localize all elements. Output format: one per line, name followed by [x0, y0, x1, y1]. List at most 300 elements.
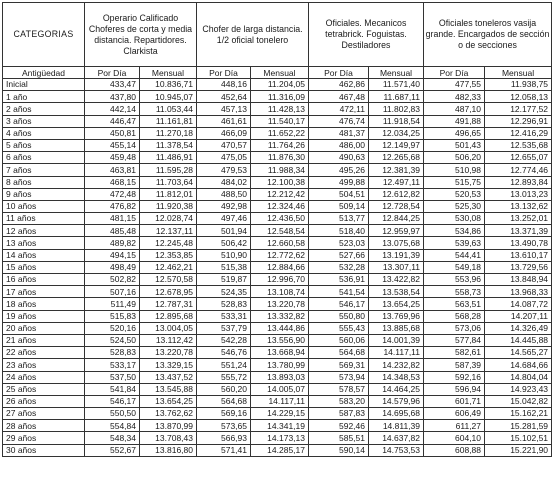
cell-mensual: 14.684,66 — [485, 359, 552, 371]
cell-por-dia: 590,14 — [309, 444, 369, 456]
cell-por-dia: 541,54 — [309, 286, 369, 298]
cell-mensual: 14.285,17 — [251, 444, 309, 456]
cell-mensual: 11.571,40 — [369, 79, 424, 91]
cell-por-dia: 448,16 — [197, 79, 251, 91]
cell-por-dia: 592,16 — [424, 371, 485, 383]
row-antiguedad-label: 7 años — [3, 164, 85, 176]
cell-por-dia: 573,94 — [309, 371, 369, 383]
header-group-oficiales: Oficiales. Mecanicos tetrabrick. Foguistas. Destiladores — [309, 3, 424, 67]
cell-mensual: 12.959,97 — [369, 225, 424, 237]
cell-por-dia: 558,73 — [424, 286, 485, 298]
cell-por-dia: 549,18 — [424, 261, 485, 273]
cell-mensual: 13.610,17 — [485, 249, 552, 261]
cell-mensual: 13.075,68 — [369, 237, 424, 249]
row-antiguedad-label: 26 años — [3, 395, 85, 407]
table-row — [3, 103, 552, 115]
cell-por-dia: 592,46 — [309, 420, 369, 432]
cell-mensual: 12.996,70 — [251, 274, 309, 286]
cell-por-dia: 569,16 — [197, 408, 251, 420]
cell-mensual: 11.938,75 — [485, 79, 552, 91]
cell-por-dia: 476,74 — [309, 115, 369, 127]
row-antiguedad-label: Inicial — [3, 79, 85, 91]
cell-por-dia: 490,63 — [309, 152, 369, 164]
cell-mensual: 12.034,25 — [369, 127, 424, 139]
cell-mensual: 13.252,01 — [485, 213, 552, 225]
cell-por-dia: 527,66 — [309, 249, 369, 261]
cell-mensual: 15.221,90 — [485, 444, 552, 456]
cell-mensual: 13.556,90 — [251, 334, 309, 346]
cell-mensual: 12.660,58 — [251, 237, 309, 249]
cell-mensual: 14.637,82 — [369, 432, 424, 444]
cell-mensual: 12.381,39 — [369, 164, 424, 176]
cell-mensual: 11.812,01 — [140, 188, 197, 200]
cell-por-dia: 515,83 — [85, 310, 140, 322]
cell-mensual: 14.348,53 — [369, 371, 424, 383]
row-antiguedad-label: 14 años — [3, 249, 85, 261]
cell-mensual: 14.341,19 — [251, 420, 309, 432]
cell-mensual: 13.893,03 — [251, 371, 309, 383]
cell-por-dia: 479,53 — [197, 164, 251, 176]
cell-mensual: 12.844,25 — [369, 213, 424, 225]
cell-mensual: 14.173,13 — [251, 432, 309, 444]
cell-por-dia: 555,43 — [309, 322, 369, 334]
cell-mensual: 14.579,96 — [369, 395, 424, 407]
cell-por-dia: 481,15 — [85, 213, 140, 225]
header-row-categories — [3, 3, 552, 67]
table-row — [3, 225, 552, 237]
cell-por-dia: 442,14 — [85, 103, 140, 115]
cell-mensual: 14.811,39 — [369, 420, 424, 432]
cell-mensual: 14.207,11 — [485, 310, 552, 322]
row-antiguedad-label: 21 años — [3, 334, 85, 346]
cell-por-dia: 455,14 — [85, 139, 140, 151]
row-antiguedad-label: 4 años — [3, 127, 85, 139]
cell-por-dia: 546,76 — [197, 347, 251, 359]
cell-mensual: 11.876,30 — [251, 152, 309, 164]
row-antiguedad-label: 28 años — [3, 420, 85, 432]
cell-mensual: 12.497,11 — [369, 176, 424, 188]
cell-por-dia: 482,33 — [424, 91, 485, 103]
cell-mensual: 13.708,43 — [140, 432, 197, 444]
cell-mensual: 15.162,21 — [485, 408, 552, 420]
table-row — [3, 79, 552, 91]
cell-mensual: 13.004,05 — [140, 322, 197, 334]
table-row — [3, 139, 552, 151]
table-row — [3, 322, 552, 334]
cell-por-dia: 485,48 — [85, 225, 140, 237]
cell-mensual: 13.371,39 — [485, 225, 552, 237]
cell-mensual: 13.780,99 — [251, 359, 309, 371]
cell-por-dia: 468,15 — [85, 176, 140, 188]
cell-mensual: 11.703,64 — [140, 176, 197, 188]
cell-por-dia: 544,41 — [424, 249, 485, 261]
table-row — [3, 432, 552, 444]
row-antiguedad-label: 8 años — [3, 176, 85, 188]
cell-mensual: 14.001,39 — [369, 334, 424, 346]
cell-por-dia: 498,49 — [85, 261, 140, 273]
cell-por-dia: 596,94 — [424, 383, 485, 395]
cell-mensual: 12.570,58 — [140, 274, 197, 286]
cell-por-dia: 553,96 — [424, 274, 485, 286]
cell-por-dia: 515,75 — [424, 176, 485, 188]
cell-por-dia: 542,28 — [197, 334, 251, 346]
cell-por-dia: 481,37 — [309, 127, 369, 139]
salary-table — [2, 2, 552, 457]
row-antiguedad-label: 11 años — [3, 213, 85, 225]
row-antiguedad-label: 10 años — [3, 200, 85, 212]
table-row — [3, 395, 552, 407]
cell-por-dia: 506,20 — [424, 152, 485, 164]
cell-mensual: 13.545,88 — [140, 383, 197, 395]
cell-por-dia: 611,27 — [424, 420, 485, 432]
cell-mensual: 13.729,56 — [485, 261, 552, 273]
cell-por-dia: 501,43 — [424, 139, 485, 151]
table-row — [3, 91, 552, 103]
table-row — [3, 408, 552, 420]
table-row — [3, 310, 552, 322]
cell-mensual: 13.762,62 — [140, 408, 197, 420]
cell-mensual: 12.353,85 — [140, 249, 197, 261]
cell-por-dia: 525,30 — [424, 200, 485, 212]
table-row — [3, 249, 552, 261]
header-group-toneleros: Oficiales toneleros vasija grande. Encargados de sección o de secciones — [424, 3, 552, 67]
cell-por-dia: 511,49 — [85, 298, 140, 310]
row-antiguedad-label: 16 años — [3, 274, 85, 286]
table-row — [3, 176, 552, 188]
cell-mensual: 11.486,91 — [140, 152, 197, 164]
table-row — [3, 164, 552, 176]
cell-por-dia: 550,50 — [85, 408, 140, 420]
row-antiguedad-label: 12 años — [3, 225, 85, 237]
cell-mensual: 12.678,95 — [140, 286, 197, 298]
row-antiguedad-label: 25 años — [3, 383, 85, 395]
cell-mensual: 11.920,38 — [140, 200, 197, 212]
cell-mensual: 14.232,82 — [369, 359, 424, 371]
cell-mensual: 12.462,21 — [140, 261, 197, 273]
cell-mensual: 13.668,94 — [251, 347, 309, 359]
header-row-subheaders — [3, 67, 552, 79]
table-row — [3, 420, 552, 432]
cell-por-dia: 548,34 — [85, 432, 140, 444]
cell-mensual: 13.538,54 — [369, 286, 424, 298]
cell-mensual: 13.870,99 — [140, 420, 197, 432]
cell-por-dia: 546,17 — [85, 395, 140, 407]
cell-por-dia: 492,98 — [197, 200, 251, 212]
cell-por-dia: 583,20 — [309, 395, 369, 407]
cell-por-dia: 520,16 — [85, 322, 140, 334]
cell-por-dia: 489,82 — [85, 237, 140, 249]
cell-mensual: 10.945,07 — [140, 91, 197, 103]
table-row — [3, 286, 552, 298]
cell-mensual: 14.695,68 — [369, 408, 424, 420]
row-antiguedad-label: 5 años — [3, 139, 85, 151]
row-antiguedad-label: 20 años — [3, 322, 85, 334]
cell-mensual: 10.836,71 — [140, 79, 197, 91]
cell-por-dia: 519,87 — [197, 274, 251, 286]
cell-mensual: 14.804,04 — [485, 371, 552, 383]
cell-por-dia: 587,39 — [424, 359, 485, 371]
cell-por-dia: 486,00 — [309, 139, 369, 151]
cell-por-dia: 566,93 — [197, 432, 251, 444]
header-por-dia: Por Día — [309, 67, 369, 79]
row-antiguedad-label: 24 años — [3, 371, 85, 383]
cell-mensual: 14.326,49 — [485, 322, 552, 334]
header-group-operario: Operario Calificado Choferes de corta y media distancia. Repartidores. Clarkista — [85, 3, 197, 67]
cell-mensual: 12.884,66 — [251, 261, 309, 273]
header-por-dia: Por Día — [85, 67, 140, 79]
cell-mensual: 13.654,25 — [369, 298, 424, 310]
table-body — [3, 79, 552, 457]
table-row — [3, 127, 552, 139]
cell-mensual: 13.422,82 — [369, 274, 424, 286]
cell-por-dia: 554,84 — [85, 420, 140, 432]
table-row — [3, 188, 552, 200]
cell-mensual: 13.220,78 — [251, 298, 309, 310]
table-row — [3, 371, 552, 383]
row-antiguedad-label: 6 años — [3, 152, 85, 164]
cell-por-dia: 499,88 — [309, 176, 369, 188]
header-antiguedad: Antigüedad — [3, 67, 85, 79]
table-row — [3, 213, 552, 225]
cell-mensual: 13.307,11 — [369, 261, 424, 273]
row-antiguedad-label: 1 año — [3, 91, 85, 103]
cell-mensual: 12.149,97 — [369, 139, 424, 151]
table-row — [3, 334, 552, 346]
salary-table-container — [2, 2, 551, 457]
cell-mensual: 12.774,46 — [485, 164, 552, 176]
cell-mensual: 11.802,83 — [369, 103, 424, 115]
cell-mensual: 14.445,88 — [485, 334, 552, 346]
header-mensual: Mensual — [369, 67, 424, 79]
cell-mensual: 13.108,74 — [251, 286, 309, 298]
cell-mensual: 11.378,54 — [140, 139, 197, 151]
cell-mensual: 14.117,11 — [251, 395, 309, 407]
table-row — [3, 359, 552, 371]
cell-por-dia: 518,40 — [309, 225, 369, 237]
cell-por-dia: 578,57 — [309, 383, 369, 395]
cell-mensual: 12.028,74 — [140, 213, 197, 225]
cell-mensual: 12.895,68 — [140, 310, 197, 322]
cell-mensual: 12.893,84 — [485, 176, 552, 188]
cell-mensual: 12.100,38 — [251, 176, 309, 188]
cell-por-dia: 537,79 — [197, 322, 251, 334]
cell-por-dia: 541,84 — [85, 383, 140, 395]
row-antiguedad-label: 19 años — [3, 310, 85, 322]
cell-mensual: 13.332,82 — [251, 310, 309, 322]
row-antiguedad-label: 18 años — [3, 298, 85, 310]
cell-por-dia: 601,71 — [424, 395, 485, 407]
cell-mensual: 14.087,72 — [485, 298, 552, 310]
cell-por-dia: 568,28 — [424, 310, 485, 322]
cell-por-dia: 564,68 — [309, 347, 369, 359]
cell-por-dia: 577,84 — [424, 334, 485, 346]
header-mensual: Mensual — [485, 67, 552, 79]
cell-por-dia: 555,72 — [197, 371, 251, 383]
cell-por-dia: 560,20 — [197, 383, 251, 395]
cell-por-dia: 477,55 — [424, 79, 485, 91]
table-row — [3, 383, 552, 395]
row-antiguedad-label: 3 años — [3, 115, 85, 127]
cell-por-dia: 459,48 — [85, 152, 140, 164]
cell-mensual: 15.042,82 — [485, 395, 552, 407]
cell-por-dia: 488,50 — [197, 188, 251, 200]
row-antiguedad-label: 9 años — [3, 188, 85, 200]
cell-mensual: 14.464,25 — [369, 383, 424, 395]
cell-por-dia: 504,51 — [309, 188, 369, 200]
cell-mensual: 12.137,11 — [140, 225, 197, 237]
cell-mensual: 11.316,09 — [251, 91, 309, 103]
header-por-dia: Por Día — [197, 67, 251, 79]
cell-mensual: 11.918,54 — [369, 115, 424, 127]
header-categorias: CATEGORIAS — [3, 3, 85, 67]
cell-por-dia: 528,83 — [85, 347, 140, 359]
cell-por-dia: 533,17 — [85, 359, 140, 371]
cell-mensual: 13.490,78 — [485, 237, 552, 249]
cell-por-dia: 520,53 — [424, 188, 485, 200]
cell-por-dia: 450,81 — [85, 127, 140, 139]
cell-por-dia: 509,14 — [309, 200, 369, 212]
cell-por-dia: 467,48 — [309, 91, 369, 103]
cell-por-dia: 452,64 — [197, 91, 251, 103]
cell-mensual: 14.565,27 — [485, 347, 552, 359]
cell-por-dia: 604,10 — [424, 432, 485, 444]
cell-por-dia: 571,41 — [197, 444, 251, 456]
cell-mensual: 12.058,13 — [485, 91, 552, 103]
cell-mensual: 12.245,48 — [140, 237, 197, 249]
cell-mensual: 12.265,68 — [369, 152, 424, 164]
cell-mensual: 13.444,86 — [251, 322, 309, 334]
cell-mensual: 13.769,96 — [369, 310, 424, 322]
cell-por-dia: 472,11 — [309, 103, 369, 115]
cell-mensual: 14.117,11 — [369, 347, 424, 359]
cell-por-dia: 496,65 — [424, 127, 485, 139]
cell-mensual: 12.772,62 — [251, 249, 309, 261]
cell-por-dia: 457,13 — [197, 103, 251, 115]
header-mensual: Mensual — [251, 67, 309, 79]
cell-por-dia: 524,50 — [85, 334, 140, 346]
row-antiguedad-label: 30 años — [3, 444, 85, 456]
cell-por-dia: 608,88 — [424, 444, 485, 456]
table-row — [3, 444, 552, 456]
cell-mensual: 11.540,17 — [251, 115, 309, 127]
cell-mensual: 12.787,31 — [140, 298, 197, 310]
cell-por-dia: 472,48 — [85, 188, 140, 200]
row-antiguedad-label: 29 años — [3, 432, 85, 444]
cell-por-dia: 537,50 — [85, 371, 140, 383]
cell-mensual: 12.612,82 — [369, 188, 424, 200]
cell-por-dia: 487,10 — [424, 103, 485, 115]
cell-por-dia: 546,17 — [309, 298, 369, 310]
cell-mensual: 13.013,23 — [485, 188, 552, 200]
cell-mensual: 14.229,15 — [251, 408, 309, 420]
cell-mensual: 13.848,94 — [485, 274, 552, 286]
cell-mensual: 15.102,51 — [485, 432, 552, 444]
table-row — [3, 261, 552, 273]
cell-por-dia: 497,46 — [197, 213, 251, 225]
cell-mensual: 13.437,52 — [140, 371, 197, 383]
cell-por-dia: 528,83 — [197, 298, 251, 310]
row-antiguedad-label: 15 años — [3, 261, 85, 273]
cell-por-dia: 494,15 — [85, 249, 140, 261]
cell-por-dia: 523,03 — [309, 237, 369, 249]
cell-por-dia: 539,63 — [424, 237, 485, 249]
header-mensual: Mensual — [140, 67, 197, 79]
cell-por-dia: 560,06 — [309, 334, 369, 346]
cell-mensual: 11.988,34 — [251, 164, 309, 176]
cell-mensual: 12.296,91 — [485, 115, 552, 127]
row-antiguedad-label: 2 años — [3, 103, 85, 115]
cell-mensual: 11.270,18 — [140, 127, 197, 139]
cell-por-dia: 550,80 — [309, 310, 369, 322]
table-row — [3, 274, 552, 286]
cell-por-dia: 507,16 — [85, 286, 140, 298]
cell-mensual: 13.112,42 — [140, 334, 197, 346]
table-row — [3, 200, 552, 212]
table-row — [3, 298, 552, 310]
cell-por-dia: 476,82 — [85, 200, 140, 212]
cell-mensual: 11.687,11 — [369, 91, 424, 103]
cell-mensual: 12.416,29 — [485, 127, 552, 139]
table-row — [3, 237, 552, 249]
cell-por-dia: 534,86 — [424, 225, 485, 237]
cell-mensual: 11.652,22 — [251, 127, 309, 139]
cell-por-dia: 462,86 — [309, 79, 369, 91]
row-antiguedad-label: 23 años — [3, 359, 85, 371]
cell-por-dia: 569,31 — [309, 359, 369, 371]
cell-mensual: 13.329,15 — [140, 359, 197, 371]
cell-mensual: 13.132,62 — [485, 200, 552, 212]
cell-por-dia: 491,88 — [424, 115, 485, 127]
cell-por-dia: 470,57 — [197, 139, 251, 151]
cell-mensual: 12.177,52 — [485, 103, 552, 115]
cell-por-dia: 573,65 — [197, 420, 251, 432]
cell-por-dia: 606,49 — [424, 408, 485, 420]
cell-mensual: 13.885,68 — [369, 322, 424, 334]
cell-mensual: 12.728,54 — [369, 200, 424, 212]
cell-mensual: 12.436,50 — [251, 213, 309, 225]
cell-por-dia: 506,42 — [197, 237, 251, 249]
cell-por-dia: 466,09 — [197, 127, 251, 139]
cell-por-dia: 587,83 — [309, 408, 369, 420]
cell-por-dia: 501,94 — [197, 225, 251, 237]
cell-por-dia: 502,82 — [85, 274, 140, 286]
cell-por-dia: 533,31 — [197, 310, 251, 322]
cell-mensual: 11.053,44 — [140, 103, 197, 115]
cell-por-dia: 510,98 — [424, 164, 485, 176]
cell-mensual: 14.005,07 — [251, 383, 309, 395]
cell-mensual: 11.428,13 — [251, 103, 309, 115]
cell-mensual: 13.654,25 — [140, 395, 197, 407]
row-antiguedad-label: 27 años — [3, 408, 85, 420]
cell-por-dia: 475,05 — [197, 152, 251, 164]
cell-mensual: 14.923,43 — [485, 383, 552, 395]
cell-mensual: 13.220,78 — [140, 347, 197, 359]
table-row — [3, 115, 552, 127]
cell-por-dia: 524,35 — [197, 286, 251, 298]
cell-mensual: 14.753,53 — [369, 444, 424, 456]
cell-mensual: 11.595,28 — [140, 164, 197, 176]
cell-por-dia: 446,47 — [85, 115, 140, 127]
cell-mensual: 12.535,68 — [485, 139, 552, 151]
cell-por-dia: 433,47 — [85, 79, 140, 91]
cell-mensual: 15.281,59 — [485, 420, 552, 432]
cell-por-dia: 573,06 — [424, 322, 485, 334]
table-row — [3, 347, 552, 359]
cell-por-dia: 530,08 — [424, 213, 485, 225]
cell-por-dia: 463,81 — [85, 164, 140, 176]
cell-por-dia: 563,51 — [424, 298, 485, 310]
cell-mensual: 13.968,33 — [485, 286, 552, 298]
